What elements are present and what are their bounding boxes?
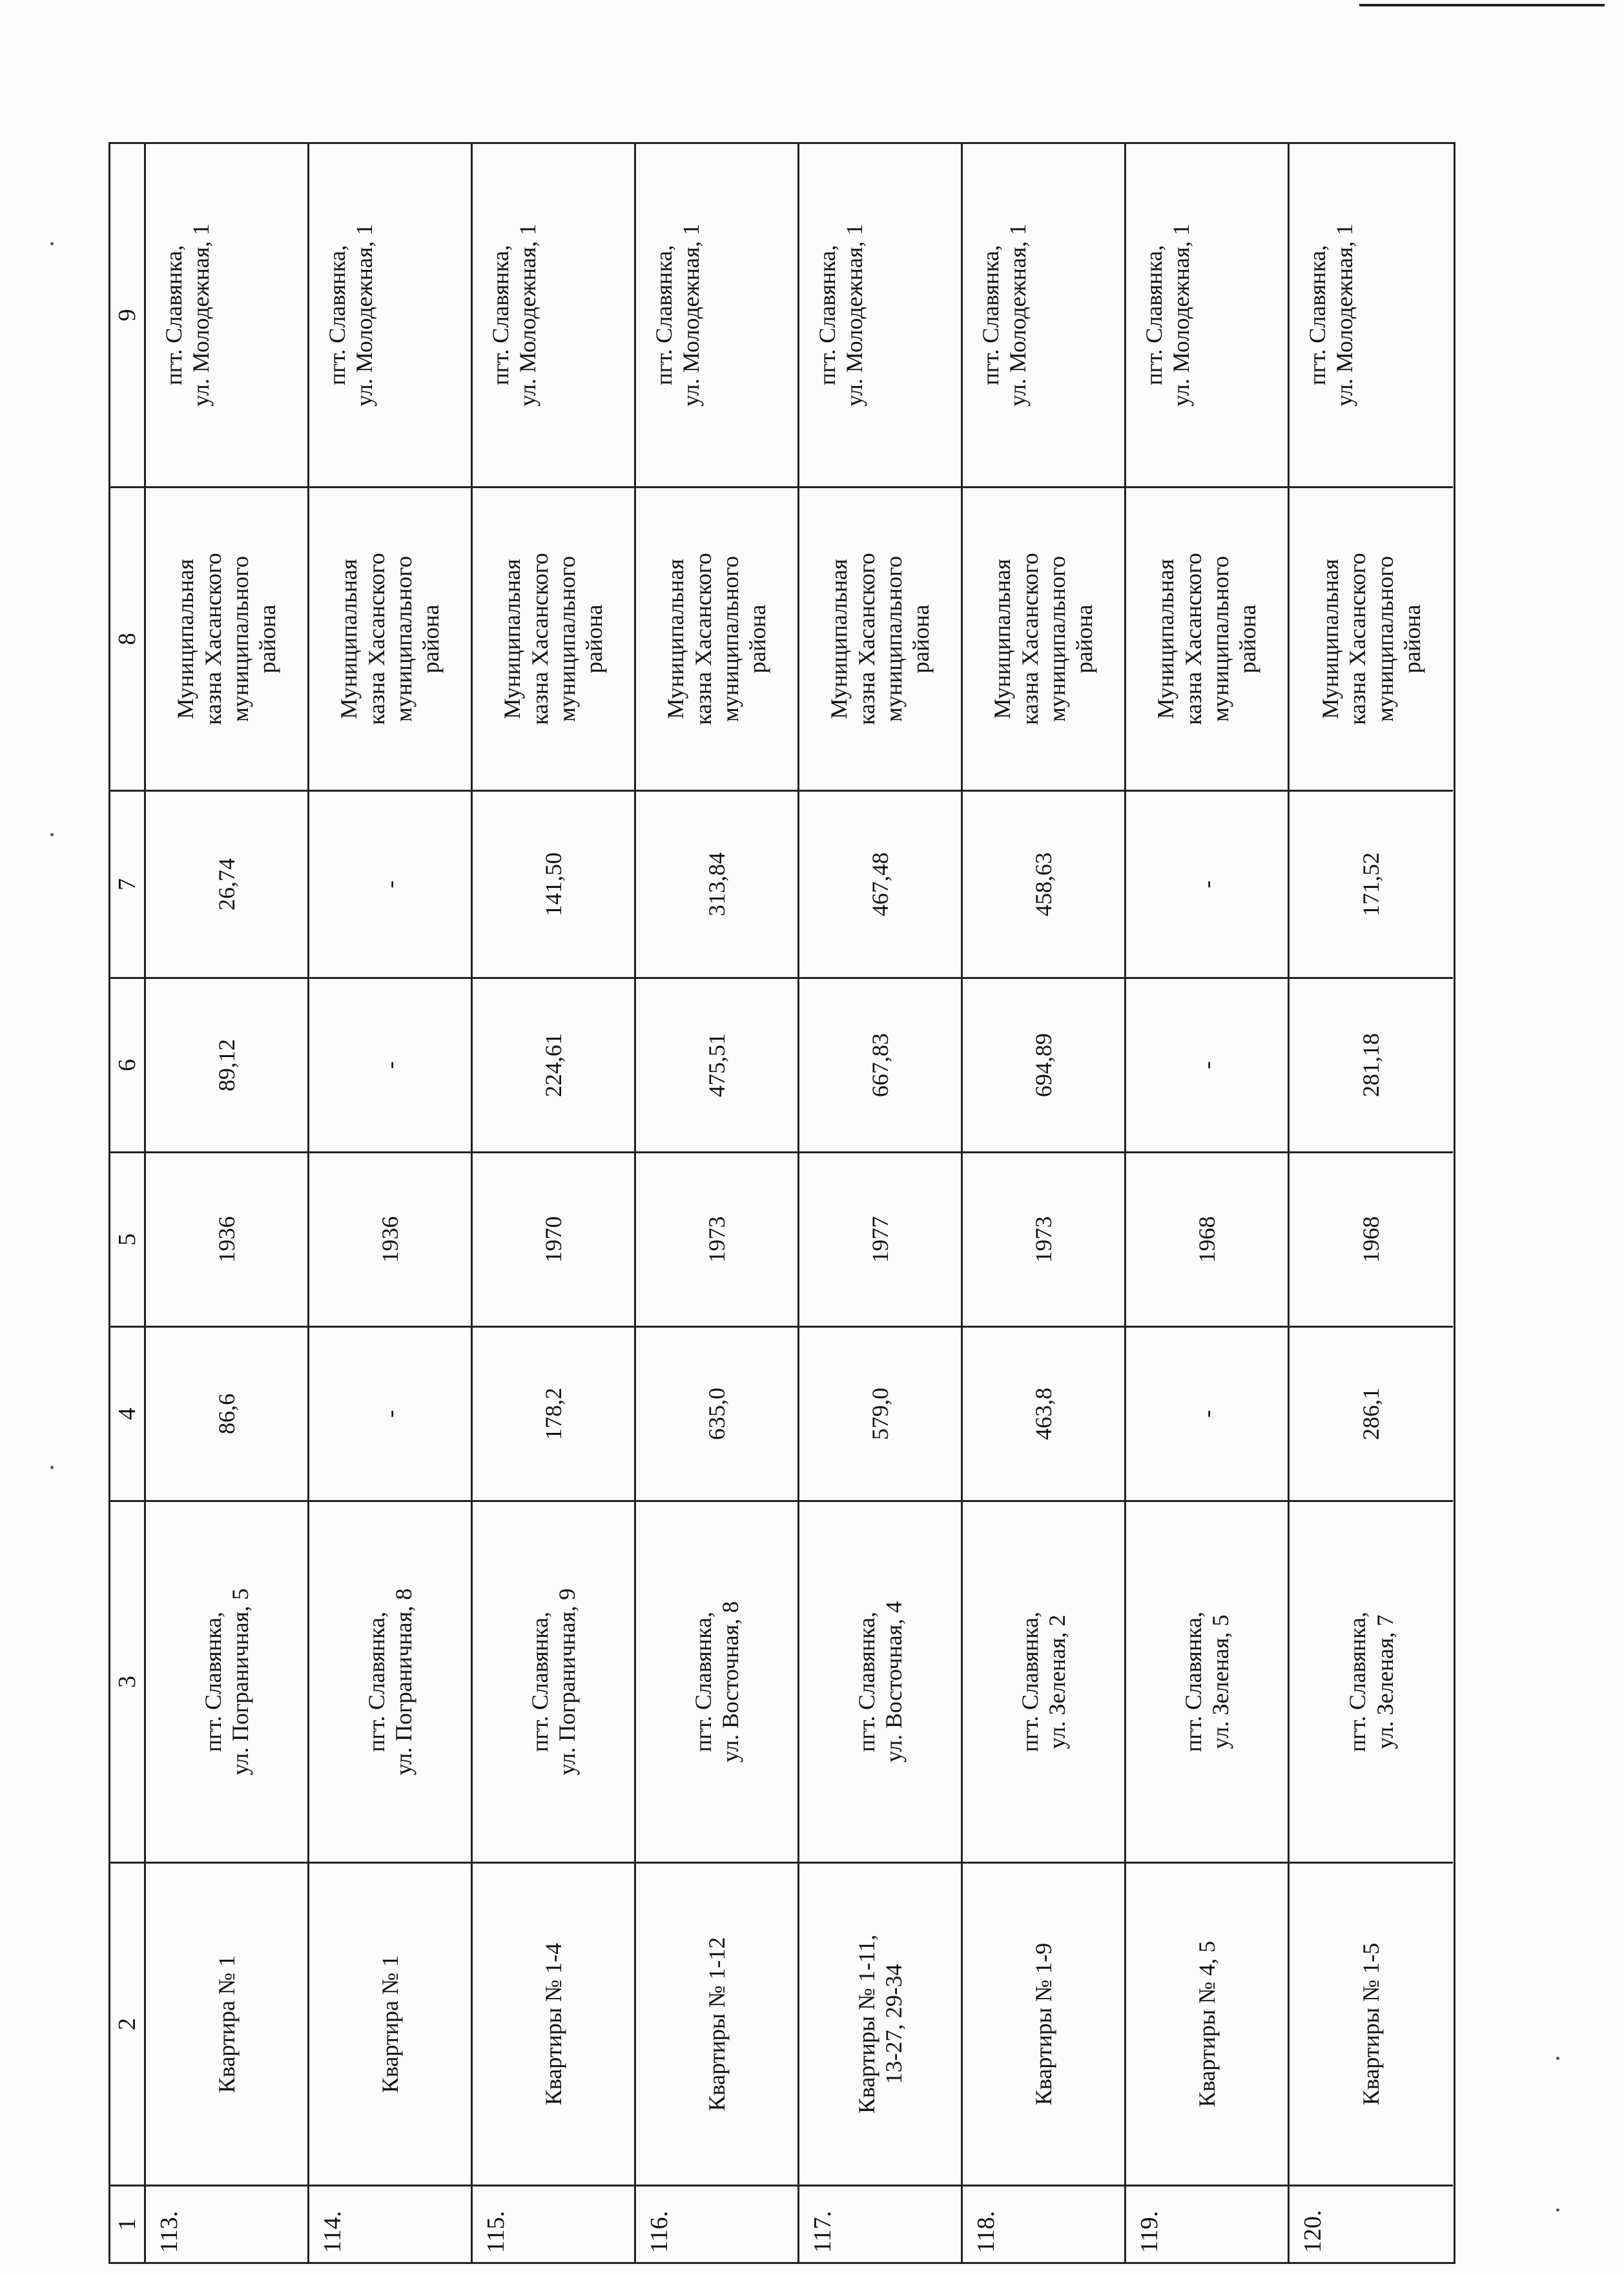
- header-cell: 6: [110, 977, 146, 1151]
- owner: Муниципальная казна Хасанского муниципального района: [1126, 486, 1290, 790]
- corner-rule: [1359, 4, 1605, 6]
- header-cell: 7: [110, 790, 146, 977]
- header-cell: 9: [110, 144, 146, 486]
- holder-address: пгт. Славянка, ул. Молодежная, 1: [146, 144, 309, 486]
- owner: Муниципальная казна Хасанского муниципального района: [636, 486, 799, 790]
- object-address: пгт. Славянка, ул. Восточная, 8: [636, 1500, 799, 1862]
- object-name: Квартиры № 1-11, 13-27, 29-34: [799, 1862, 963, 2185]
- header-cell: 5: [110, 1151, 146, 1326]
- value-col4: 579,0: [799, 1326, 963, 1500]
- header-cell: 3: [110, 1500, 146, 1862]
- holder-address: пгт. Славянка, ул. Молодежная, 1: [1304, 223, 1358, 407]
- scan-speck: [50, 833, 54, 836]
- object-name: Квартира № 1: [146, 1862, 309, 2185]
- owner: Муниципальная казна Хасанского муниципального района: [473, 486, 636, 790]
- value-col5: 1970: [473, 1151, 636, 1326]
- value-col5: 1968: [1290, 1151, 1453, 1326]
- holder-address: пгт. Славянка, ул. Молодежная, 1: [963, 144, 1126, 486]
- scan-speck: [1556, 2057, 1559, 2060]
- scan-speck: [50, 242, 54, 245]
- object-address: пгт. Славянка, ул. Пограничная, 9: [473, 1500, 636, 1862]
- header-cell: 2: [110, 1862, 146, 2185]
- value-col4: 463,8: [963, 1326, 1126, 1500]
- value-col6: -: [309, 977, 473, 1151]
- value-col7: 313,84: [636, 790, 799, 977]
- row-number: 118.: [963, 2185, 1126, 2262]
- value-col5: 1977: [799, 1151, 963, 1326]
- header-cell: 8: [110, 486, 146, 790]
- object-address: пгт. Славянка, ул. Пограничная, 5: [146, 1500, 309, 1862]
- owner: Муниципальная казна Хасанского муниципального района: [309, 486, 473, 790]
- object-name: Квартиры № 1-12: [636, 1862, 799, 2185]
- value-col6: -: [1126, 977, 1290, 1151]
- scan-speck: [50, 1466, 54, 1469]
- value-col7: 458,63: [963, 790, 1126, 977]
- owner: Муниципальная казна Хасанского муниципального района: [963, 486, 1126, 790]
- row-number: 117.: [799, 2185, 963, 2262]
- object-address: пгт. Славянка, ул. Зеленая, 2: [963, 1500, 1126, 1862]
- value-col6: 89,12: [146, 977, 309, 1151]
- row-number: 116.: [636, 2185, 799, 2262]
- row-number: 113.: [146, 2185, 309, 2262]
- object-name: Квартира № 1: [309, 1862, 473, 2185]
- value-col4: -: [1126, 1326, 1290, 1500]
- value-col5: 1973: [636, 1151, 799, 1326]
- object-address: пгт. Славянка, ул. Зеленая, 7: [1290, 1500, 1453, 1862]
- property-table: [108, 142, 1455, 2264]
- object-name: Квартиры № 1-4: [473, 1862, 636, 2185]
- value-col6: 694,89: [963, 977, 1126, 1151]
- row-number: 120.: [1290, 2185, 1453, 2262]
- holder-address: пгт. Славянка, ул. Молодежная, 1: [799, 144, 963, 486]
- header-cell: 4: [110, 1326, 146, 1500]
- value-col7: 171,52: [1290, 790, 1453, 977]
- holder-address: пгт. Славянка, ул. Молодежная, 1: [636, 144, 799, 486]
- object-address: пгт. Славянка, ул. Восточная, 4: [799, 1500, 963, 1862]
- value-col6: 224,61: [473, 977, 636, 1151]
- value-col4: 178,2: [473, 1326, 636, 1500]
- value-col4: 635,0: [636, 1326, 799, 1500]
- header-cell: 1: [110, 2185, 146, 2262]
- value-col7: 467,48: [799, 790, 963, 977]
- scan-speck: [1556, 2208, 1559, 2212]
- value-col7: -: [309, 790, 473, 977]
- value-col5: 1973: [963, 1151, 1126, 1326]
- value-col7: 26,74: [146, 790, 309, 977]
- value-col5: 1936: [146, 1151, 309, 1326]
- value-col5: 1936: [309, 1151, 473, 1326]
- value-col7: 141,50: [473, 790, 636, 977]
- value-col6: 281,18: [1290, 977, 1453, 1151]
- value-col6: 475,51: [636, 977, 799, 1151]
- value-col4: -: [309, 1326, 473, 1500]
- row-number: 119.: [1126, 2185, 1290, 2262]
- value-col4: 286,1: [1290, 1326, 1453, 1500]
- value-col7: -: [1126, 790, 1290, 977]
- property-table-grid: [110, 144, 1454, 2262]
- object-address: пгт. Славянка, ул. Пограничная, 8: [309, 1500, 473, 1862]
- object-name: Квартиры № 4, 5: [1126, 1862, 1290, 2185]
- owner: Муниципальная казна Хасанского муниципального района: [146, 486, 309, 790]
- value-col6: 667,83: [799, 977, 963, 1151]
- object-name: Квартиры № 1-5: [1290, 1862, 1453, 2185]
- holder-address: пгт. Славянка, ул. Молодежная, 1: [309, 144, 473, 486]
- owner: Муниципальная казна Хасанского муниципального района: [799, 486, 963, 790]
- object-address: пгт. Славянка, ул. Зеленая, 5: [1126, 1500, 1290, 1862]
- value-col5: 1968: [1126, 1151, 1290, 1326]
- object-name: Квартиры № 1-9: [963, 1862, 1126, 2185]
- value-col4: 86,6: [146, 1326, 309, 1500]
- owner: Муниципальная казна Хасанского муниципального района: [1290, 486, 1453, 790]
- row-number: 114.: [309, 2185, 473, 2262]
- holder-address: пгт. Славянка, ул. Молодежная, 1: [1126, 144, 1290, 486]
- row-number: 115.: [473, 2185, 636, 2262]
- holder-address: пгт. Славянка, ул. Молодежная, 1: [473, 144, 636, 486]
